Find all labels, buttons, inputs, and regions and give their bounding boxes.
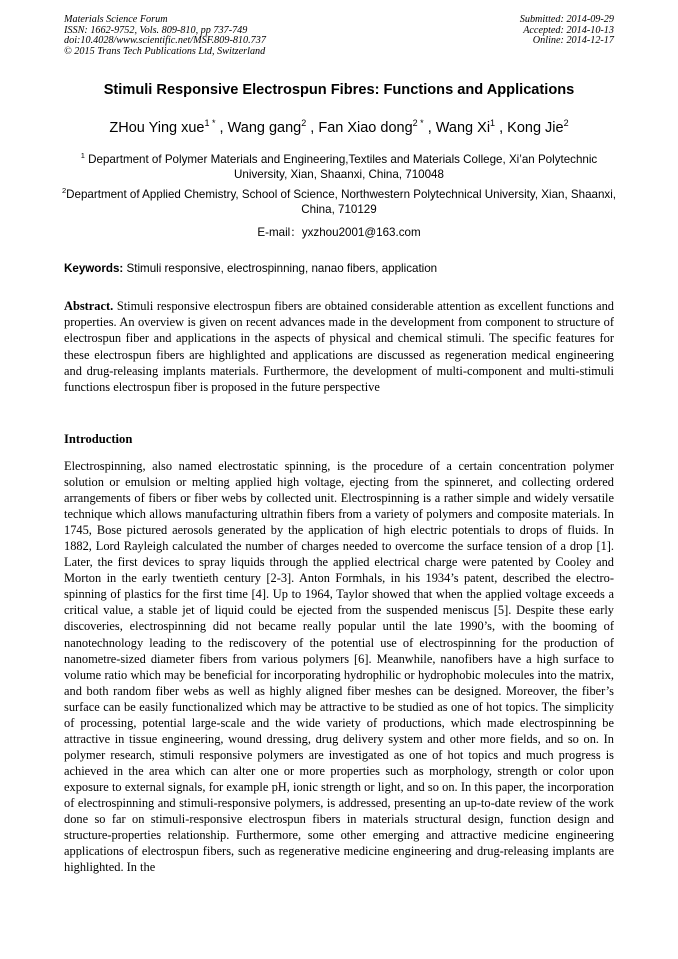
abstract xyxy=(64,298,614,395)
journal-header-right xyxy=(520,15,614,47)
journal-name: Materials Science Forum xyxy=(64,14,168,25)
author-marker: 2 * xyxy=(412,118,424,128)
author: , Wang Xi xyxy=(427,120,491,136)
abstract-label: Abstract. xyxy=(64,299,114,313)
author: ZHou Ying xue xyxy=(109,120,205,136)
keywords xyxy=(64,262,624,275)
keywords-label: Keywords: xyxy=(64,262,124,275)
affiliation-marker: 1 xyxy=(80,151,85,160)
abstract-text: Stimuli responsive electrospun fibers are obtained considerable attention as excellent functions and properties. An overview is given on recent advances made in the development from component to structure of electrospun fiber and applications in the aspects of physical and chemical stimuli. The specific features for these electrospun fibers are highlighted and applications are discussed as regeneration medical engineering and drug-releasing implants materials. Furthermore, the development of multi-component and multi-stimuli functions electrospun fiber is proposed in the future perspective xyxy=(64,299,614,395)
author-marker: 1 * xyxy=(204,118,216,128)
affiliation-text: Department of Polymer Materials and Engineering,Textiles and Materials College, Xi’an Polytechnic University, Xian, Shaanxi, China, 710048 xyxy=(84,153,598,181)
journal-header-left xyxy=(64,15,266,57)
paper-title: Stimuli Responsive Electrospun Fibres: Functions and Applications xyxy=(103,82,575,98)
author: , Wang gang xyxy=(219,120,302,136)
author-list xyxy=(40,118,638,136)
introduction-body: Electrospinning, also named electrostatic spinning, is the procedure of a certain concentration polymer solution or emulsion or melting applied high voltage, ejecting from the spinneret, and collecting ordered arrangements of fibers or fiber webs by collected unit. Electrospinning is a rather simple and widely versatile technique which allows manufacturing ultrathin fibers from a variety of polymers and composite materials. In 1745, Bose pictured aerosols generated by the application of high electric potentials to drops of fluids. In 1882, Lord Rayleigh calculated the number of charges needed to overcome the surface tension of a drop [1]. Later, the first devices to spray liquids through the applied electrical charge were patented by Cooley and Morton in the early twentieth century [2-3]. Anton Formhals, in his 1934’s patent, described the electro-spinning of plastics for the first time [4]. Up to 1964, Taylor showed that when the applied voltage exceeds a critical value, a stable jet of liquid could be ejected from the suspended meniscus [5]. Despite these early discoveries, electrospinning did not became really popular until the late 1990’s, with the booming of nanotechnology leading to the rediscovery of the potential use of electrospinning for the production of nanometre-sized diameter fibers from various polymers [6]. Meanwhile, nanofibers have a high surface to volume ratio which may be beneficial for incorporating hydrophilic or hydrophobic molecules into the matrix, and both random fiber webs as well as highly aligned fiber meshes can be designed. Moreover, the fiber’s surface can be easily functionalized which may be attractive to be studied as one of hot topics. The simplicity of processing, potential large-scale and the wide variety of productions, which made electrospinning be attractive in tissue engineering, wound dressing, drug delivery system and other more fields, and so on. In polymer research, stimuli responsive polymers are investigated as one of hot topics and much progress is achieved in the area which can alter one or more properties such as morphology, strength or color upon exposure to external signals, for example pH, ionic strength or light, and so on. In this paper, the incorporation of electrospinning and stimuli-responsive polymers, is addressed, presenting an up-to-date review of the work done so far on stimuli-responsive electrospun fibers in materials structural design, function design and structure-properties relationship. Furthermore, some other emerging and attractive medicine engineering applications of electrospun fibers, such as regenerative medicine engineering and drug-releasing implants are highlighted. In the xyxy=(64,459,614,875)
affiliation-text: Department of Applied Chemistry, School of Science, Northwestern Polytechnical University, Xian, Shaanxi, China, 710129 xyxy=(66,188,617,216)
affiliation-marker: 2 xyxy=(61,186,67,195)
doi-line: doi:10.4028/www.scientific.net/MSF.809-810.737 xyxy=(64,35,266,47)
issn-line: ISSN: 1662-9752, Vols. 809-810, pp 737-749 xyxy=(64,24,248,36)
affiliation-2 xyxy=(60,183,618,217)
copyright-line: © 2015 Trans Tech Publications Ltd, Switzerland xyxy=(64,45,266,57)
author: , Kong Jie xyxy=(499,120,564,136)
author: , Fan Xiao dong xyxy=(310,120,413,136)
section-heading-introduction: Introduction xyxy=(64,432,133,446)
author-marker: 2 xyxy=(563,118,569,128)
author-marker: 2 xyxy=(301,118,307,128)
submitted-date: Submitted: 2014-09-29 xyxy=(519,14,614,25)
accepted-date: Accepted: 2014-10-13 xyxy=(523,24,614,36)
online-date: Online: 2014-12-17 xyxy=(532,35,614,47)
affiliation-1 xyxy=(60,148,618,182)
contact-email: E-mail：yxzhou2001@163.com xyxy=(257,226,421,239)
keywords-text: Stimuli responsive, electrospinning, nanao fibers, application xyxy=(123,262,438,275)
author-marker: 1 xyxy=(490,118,496,128)
